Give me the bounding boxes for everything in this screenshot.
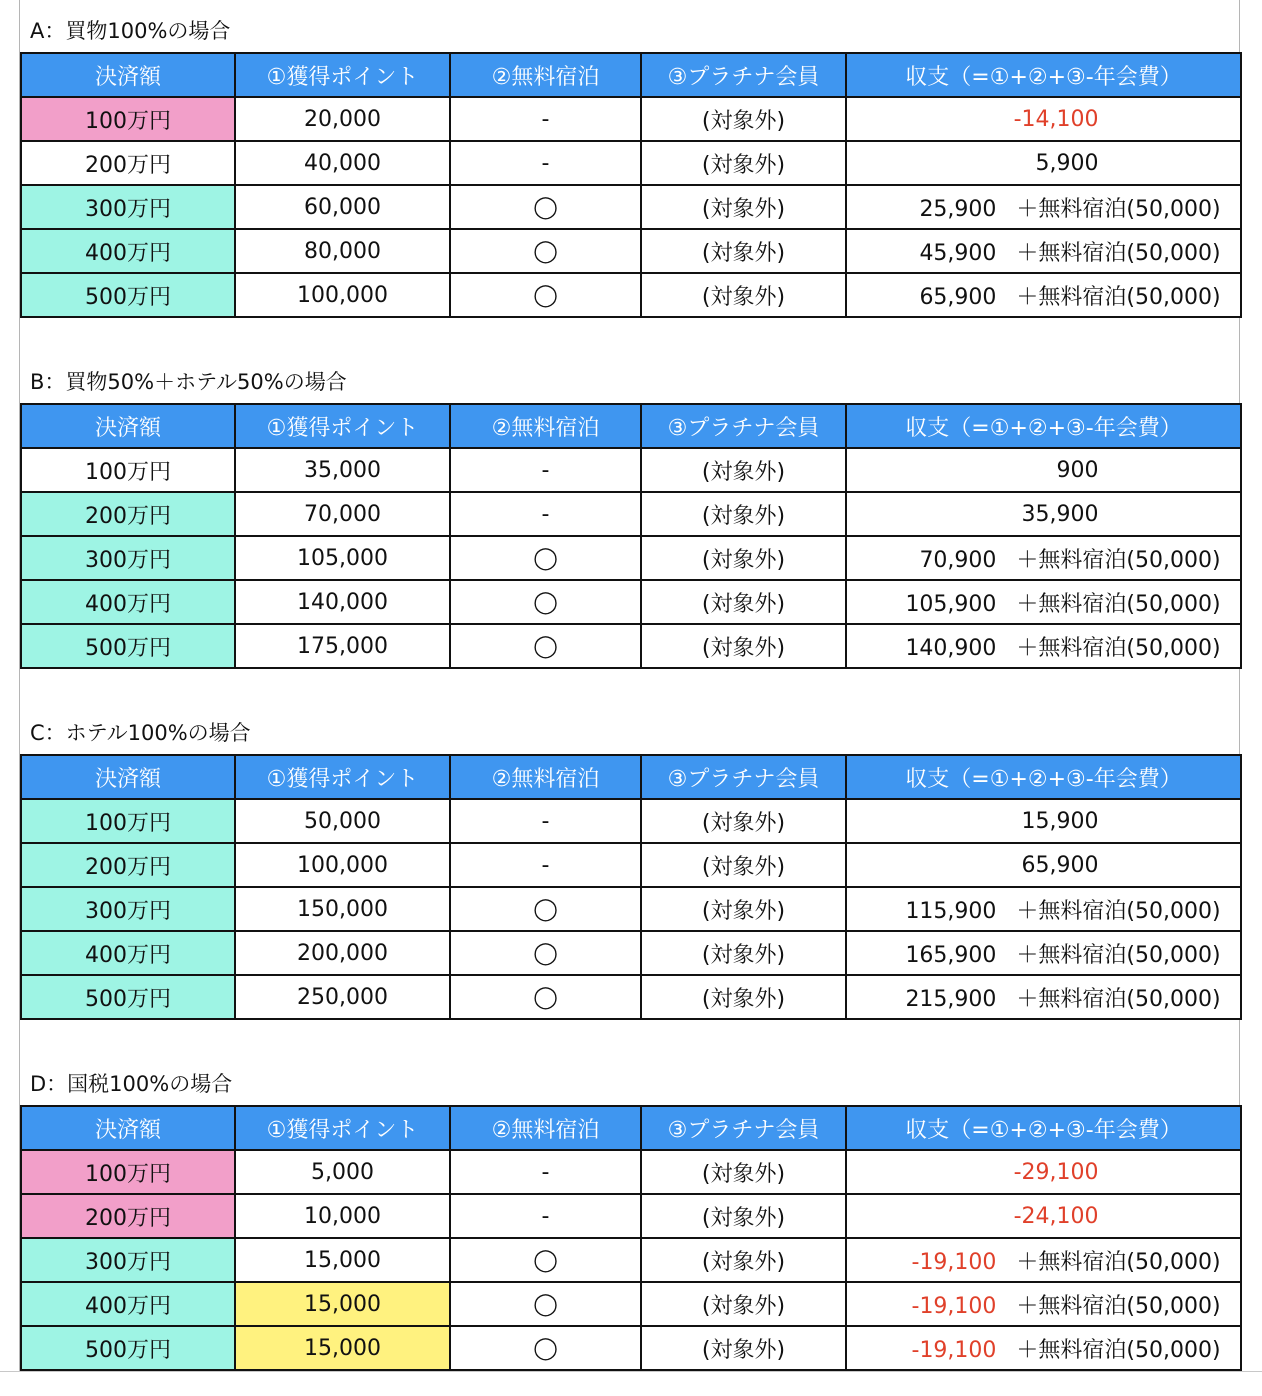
balance-cell — [846, 97, 1241, 141]
points-cell: 80,000 — [235, 229, 450, 273]
platinum-cell: (対象外) — [641, 97, 846, 141]
free-stay-cell: - — [450, 141, 641, 185]
balance-value: 105,900 — [905, 591, 997, 617]
balance-cell — [846, 273, 1241, 317]
balance-extra: ＋無料宿泊(50,000) — [1016, 1293, 1221, 1319]
balance-value: 45,900 — [919, 240, 997, 266]
header-row — [21, 53, 1241, 97]
header-platinum: ③プラチナ会員 — [641, 1106, 846, 1150]
free-stay-cell: - — [450, 799, 641, 843]
balance-extra: ＋無料宿泊(50,000) — [1016, 986, 1221, 1012]
free-stay-circle-icon: ◯ — [450, 1282, 641, 1326]
amount-cell: 300万円 — [21, 536, 235, 580]
scenario-section — [20, 702, 1240, 1020]
amount-cell: 100万円 — [21, 1150, 235, 1194]
amount-cell: 200万円 — [21, 141, 235, 185]
balance-cell — [846, 1150, 1241, 1194]
platinum-cell: (対象外) — [641, 536, 846, 580]
free-stay-circle-icon: ◯ — [450, 229, 641, 273]
free-stay-cell: - — [450, 492, 641, 536]
header-platinum: ③プラチナ会員 — [641, 755, 846, 799]
free-stay-circle-icon: ◯ — [450, 185, 641, 229]
header-row — [21, 404, 1241, 448]
platinum-cell: (対象外) — [641, 141, 846, 185]
balance-cell — [846, 1194, 1241, 1238]
balance-cell — [846, 1238, 1241, 1282]
table-row — [21, 887, 1241, 931]
points-cell: 20,000 — [235, 97, 450, 141]
points-cell: 50,000 — [235, 799, 450, 843]
table-row — [21, 97, 1241, 141]
free-stay-cell: - — [450, 97, 641, 141]
header-amount: 決済額 — [21, 404, 235, 448]
header-points: ①獲得ポイント — [235, 53, 450, 97]
balance-value: -19,100 — [911, 1337, 997, 1363]
points-cell: 40,000 — [235, 141, 450, 185]
free-stay-circle-icon: ◯ — [450, 1326, 641, 1370]
balance-extra: ＋無料宿泊(50,000) — [1016, 942, 1221, 968]
balance-cell — [846, 141, 1241, 185]
balance-cell — [846, 624, 1241, 668]
platinum-cell: (対象外) — [641, 799, 846, 843]
balance-extra: ＋無料宿泊(50,000) — [1016, 1249, 1221, 1275]
header-points: ①獲得ポイント — [235, 755, 450, 799]
balance-value: 115,900 — [905, 898, 997, 924]
platinum-cell: (対象外) — [641, 975, 846, 1019]
platinum-cell: (対象外) — [641, 229, 846, 273]
balance-extra: ＋無料宿泊(50,000) — [1016, 635, 1221, 661]
table-row — [21, 799, 1241, 843]
amount-cell: 200万円 — [21, 492, 235, 536]
points-cell: 250,000 — [235, 975, 450, 1019]
balance-value: 5,900 — [1035, 150, 1099, 176]
table-row — [21, 1326, 1241, 1370]
amount-cell: 300万円 — [21, 887, 235, 931]
points-cell: 175,000 — [235, 624, 450, 668]
points-cell: 200,000 — [235, 931, 450, 975]
amount-cell: 400万円 — [21, 931, 235, 975]
table-row — [21, 1238, 1241, 1282]
section-title: B：買物50%＋ホテル50%の場合 — [30, 370, 347, 394]
platinum-cell: (対象外) — [641, 492, 846, 536]
free-stay-circle-icon: ◯ — [450, 536, 641, 580]
table-row — [21, 975, 1241, 1019]
section-title: C：ホテル100%の場合 — [30, 721, 251, 745]
amount-cell: 500万円 — [21, 273, 235, 317]
amount-cell: 100万円 — [21, 448, 235, 492]
balance-cell — [846, 448, 1241, 492]
balance-extra: ＋無料宿泊(50,000) — [1016, 240, 1221, 266]
table-row — [21, 141, 1241, 185]
scenario-section — [20, 0, 1240, 318]
balance-value: 35,900 — [1021, 501, 1099, 527]
balance-extra: ＋無料宿泊(50,000) — [1016, 1337, 1221, 1363]
platinum-cell: (対象外) — [641, 273, 846, 317]
balance-value: 215,900 — [905, 986, 997, 1012]
header-free-stay: ②無料宿泊 — [450, 755, 641, 799]
balance-value: 65,900 — [1021, 852, 1099, 878]
table-row — [21, 624, 1241, 668]
amount-cell: 500万円 — [21, 1326, 235, 1370]
balance-value: 165,900 — [905, 942, 997, 968]
balance-value: -19,100 — [911, 1249, 997, 1275]
points-cell: 60,000 — [235, 185, 450, 229]
platinum-cell: (対象外) — [641, 1282, 846, 1326]
free-stay-circle-icon: ◯ — [450, 975, 641, 1019]
platinum-cell: (対象外) — [641, 1194, 846, 1238]
platinum-cell: (対象外) — [641, 624, 846, 668]
table-row — [21, 448, 1241, 492]
platinum-cell: (対象外) — [641, 887, 846, 931]
header-platinum: ③プラチナ会員 — [641, 404, 846, 448]
balance-cell — [846, 1282, 1241, 1326]
platinum-cell: (対象外) — [641, 1150, 846, 1194]
points-cell: 100,000 — [235, 273, 450, 317]
free-stay-circle-icon: ◯ — [450, 580, 641, 624]
amount-cell: 200万円 — [21, 1194, 235, 1238]
free-stay-cell: - — [450, 1150, 641, 1194]
header-free-stay: ②無料宿泊 — [450, 53, 641, 97]
platinum-cell: (対象外) — [641, 1238, 846, 1282]
balance-cell — [846, 536, 1241, 580]
scenario-section — [20, 351, 1240, 669]
table-row — [21, 492, 1241, 536]
balance-extra: ＋無料宿泊(50,000) — [1016, 284, 1221, 310]
balance-value: 70,900 — [919, 547, 997, 573]
amount-cell: 400万円 — [21, 580, 235, 624]
platinum-cell: (対象外) — [641, 931, 846, 975]
amount-cell: 200万円 — [21, 843, 235, 887]
header-free-stay: ②無料宿泊 — [450, 404, 641, 448]
platinum-cell: (対象外) — [641, 843, 846, 887]
platinum-cell: (対象外) — [641, 448, 846, 492]
platinum-cell: (対象外) — [641, 1326, 846, 1370]
balance-cell — [846, 1326, 1241, 1370]
points-cell: 105,000 — [235, 536, 450, 580]
free-stay-circle-icon: ◯ — [450, 624, 641, 668]
amount-cell: 400万円 — [21, 1282, 235, 1326]
header-points: ①獲得ポイント — [235, 404, 450, 448]
free-stay-circle-icon: ◯ — [450, 273, 641, 317]
balance-value: 25,900 — [919, 196, 997, 222]
balance-extra: ＋無料宿泊(50,000) — [1016, 898, 1221, 924]
free-stay-cell: - — [450, 448, 641, 492]
balance-extra: ＋無料宿泊(50,000) — [1016, 547, 1221, 573]
balance-value: -19,100 — [911, 1293, 997, 1319]
section-title: D：国税100%の場合 — [30, 1072, 233, 1096]
header-platinum: ③プラチナ会員 — [641, 53, 846, 97]
points-cell: 15,000 — [235, 1282, 450, 1326]
points-cell: 15,000 — [235, 1326, 450, 1370]
balance-cell — [846, 580, 1241, 624]
platinum-cell: (対象外) — [641, 580, 846, 624]
points-cell: 140,000 — [235, 580, 450, 624]
header-points: ①獲得ポイント — [235, 1106, 450, 1150]
points-cell: 35,000 — [235, 448, 450, 492]
balance-cell — [846, 799, 1241, 843]
free-stay-circle-icon: ◯ — [450, 1238, 641, 1282]
free-stay-cell: - — [450, 843, 641, 887]
free-stay-circle-icon: ◯ — [450, 931, 641, 975]
comparison-table — [20, 52, 1242, 318]
balance-value: -24,100 — [1013, 1203, 1099, 1229]
table-row — [21, 1194, 1241, 1238]
header-amount: 決済額 — [21, 755, 235, 799]
header-row — [21, 755, 1241, 799]
amount-cell: 500万円 — [21, 975, 235, 1019]
balance-cell — [846, 887, 1241, 931]
amount-cell: 100万円 — [21, 97, 235, 141]
comparison-table — [20, 754, 1242, 1020]
comparison-table — [20, 403, 1242, 669]
balance-value: -29,100 — [1013, 1159, 1099, 1185]
header-amount: 決済額 — [21, 1106, 235, 1150]
balance-value: 140,900 — [905, 635, 997, 661]
balance-extra: ＋無料宿泊(50,000) — [1016, 591, 1221, 617]
balance-cell — [846, 185, 1241, 229]
header-balance: 収支（=①+②+③-年会費） — [846, 1106, 1241, 1150]
free-stay-circle-icon: ◯ — [450, 887, 641, 931]
scenario-section — [20, 1053, 1240, 1371]
amount-cell: 300万円 — [21, 185, 235, 229]
table-row — [21, 843, 1241, 887]
balance-extra: ＋無料宿泊(50,000) — [1016, 196, 1221, 222]
table-row — [21, 229, 1241, 273]
header-free-stay: ②無料宿泊 — [450, 1106, 641, 1150]
table-row — [21, 273, 1241, 317]
balance-cell — [846, 843, 1241, 887]
table-row — [21, 536, 1241, 580]
balance-value: 900 — [1056, 457, 1099, 483]
balance-cell — [846, 229, 1241, 273]
table-row — [21, 185, 1241, 229]
amount-cell: 100万円 — [21, 799, 235, 843]
amount-cell: 500万円 — [21, 624, 235, 668]
points-cell: 70,000 — [235, 492, 450, 536]
points-cell: 10,000 — [235, 1194, 450, 1238]
header-balance: 収支（=①+②+③-年会費） — [846, 755, 1241, 799]
balance-value: 15,900 — [1021, 808, 1099, 834]
header-row — [21, 1106, 1241, 1150]
points-cell: 100,000 — [235, 843, 450, 887]
table-row — [21, 931, 1241, 975]
balance-cell — [846, 975, 1241, 1019]
free-stay-cell: - — [450, 1194, 641, 1238]
balance-value: 65,900 — [919, 284, 997, 310]
header-amount: 決済額 — [21, 53, 235, 97]
platinum-cell: (対象外) — [641, 185, 846, 229]
header-balance: 収支（=①+②+③-年会費） — [846, 53, 1241, 97]
comparison-table — [20, 1105, 1242, 1371]
points-cell: 150,000 — [235, 887, 450, 931]
header-balance: 収支（=①+②+③-年会費） — [846, 404, 1241, 448]
amount-cell: 300万円 — [21, 1238, 235, 1282]
amount-cell: 400万円 — [21, 229, 235, 273]
table-row — [21, 1282, 1241, 1326]
section-title: A：買物100%の場合 — [30, 19, 231, 43]
table-row — [21, 580, 1241, 624]
table-row — [21, 1150, 1241, 1194]
balance-value: -14,100 — [1013, 106, 1099, 132]
points-cell: 15,000 — [235, 1238, 450, 1282]
balance-cell — [846, 492, 1241, 536]
sheet-bottom-border — [0, 1371, 1262, 1372]
points-cell: 5,000 — [235, 1150, 450, 1194]
balance-cell — [846, 931, 1241, 975]
